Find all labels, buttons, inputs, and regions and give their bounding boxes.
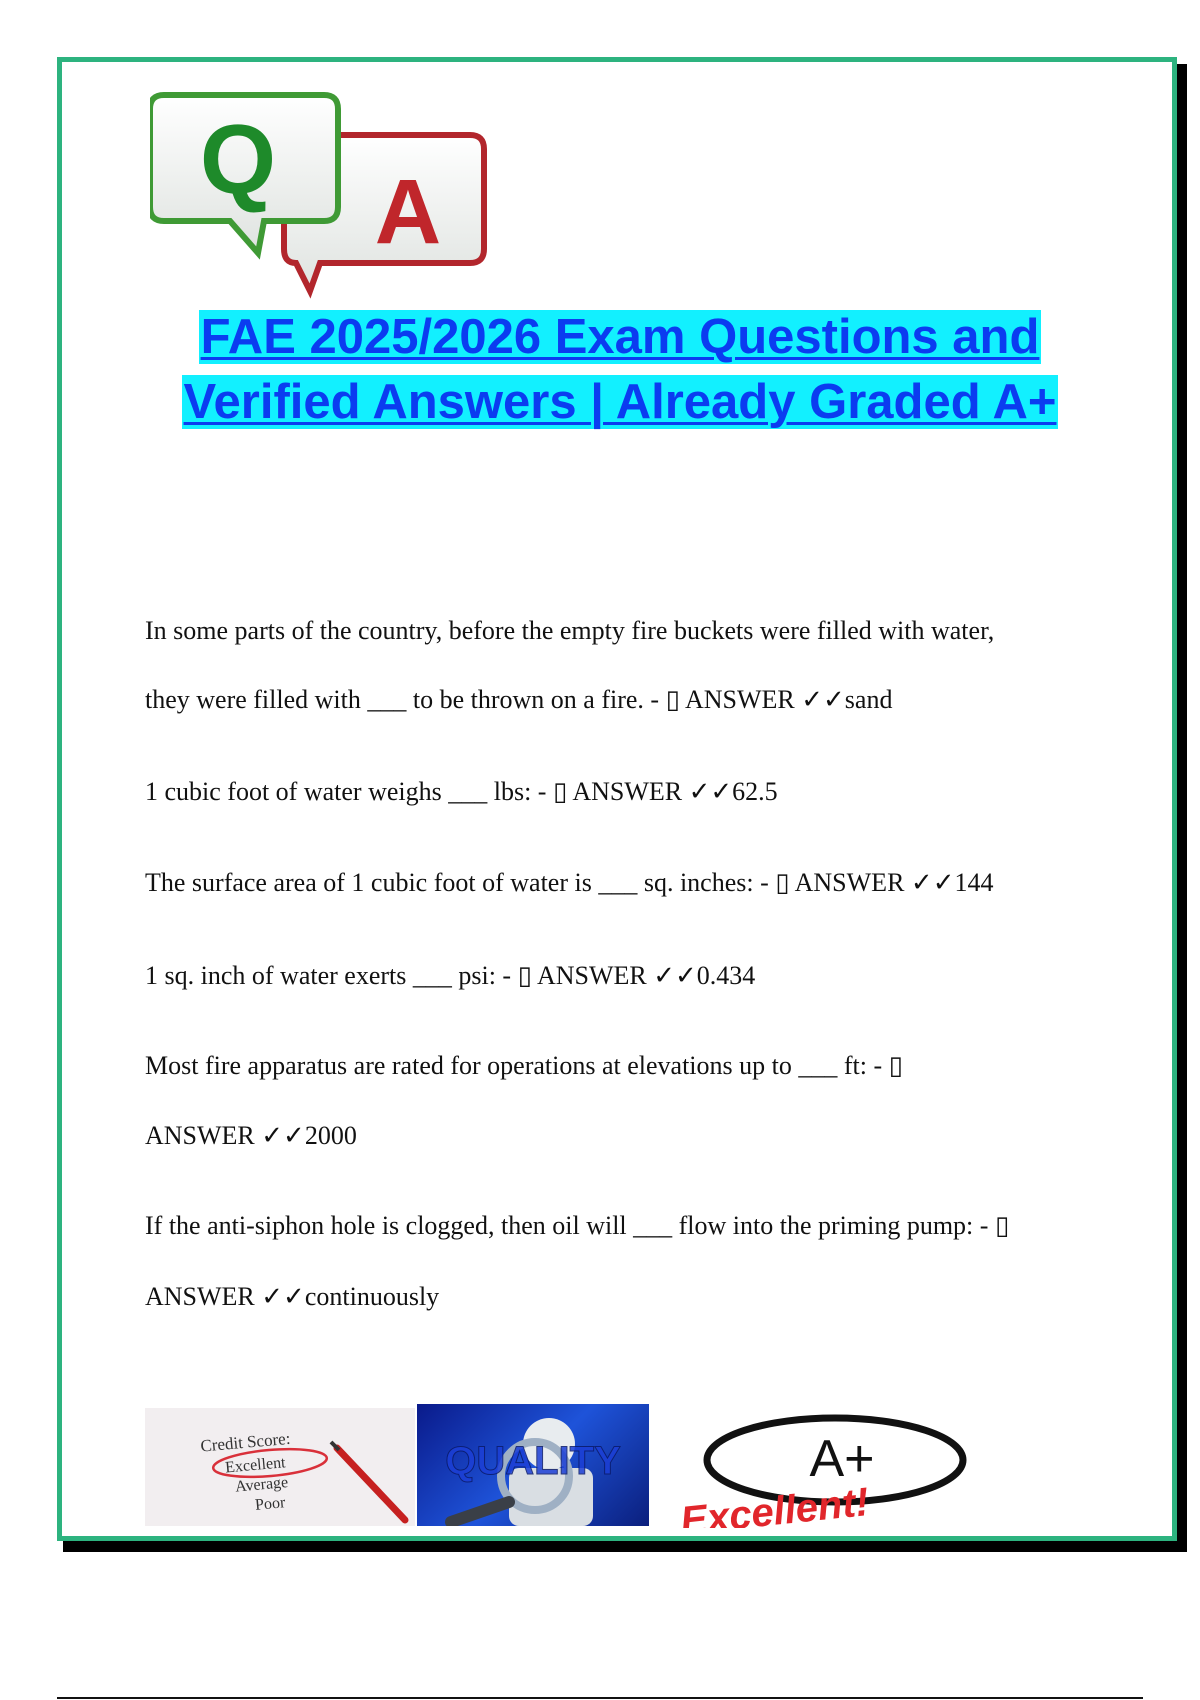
title-line-2: Verified Answers | Already Graded A+ — [183, 375, 1057, 429]
quality-image — [417, 1404, 649, 1526]
qa-6-line-2: ANSWER ✓✓continuously — [145, 1282, 440, 1311]
qa-4-line-1: 1 sq. inch of water exerts ___ psi: - ▯ ANSWER ✓✓0.434 — [145, 961, 756, 990]
qa-5-line-1: Most fire apparatus are rated for operations at elevations up to ___ ft: - ▯ — [145, 1051, 903, 1080]
qa-3-line-1: The surface area of 1 cubic foot of water is ___ sq. inches: - ▯ ANSWER ✓✓144 — [145, 868, 994, 897]
credit-score-image — [145, 1408, 415, 1526]
title-line-1: FAE 2025/2026 Exam Questions and — [200, 310, 1040, 364]
qa-1-line-1: In some parts of the country, before the empty fire buckets were filled with water, — [145, 616, 995, 645]
qa-5-line-2: ANSWER ✓✓2000 — [145, 1121, 357, 1150]
a-letter: A — [374, 161, 442, 263]
grade-label: A+ — [809, 1430, 875, 1488]
footer-divider — [57, 1697, 1143, 1699]
qa-logo — [150, 85, 540, 310]
credit-score-title: Credit Score: — [199, 1428, 292, 1456]
document-title — [100, 305, 1140, 435]
excellent-grade-image — [670, 1398, 1030, 1528]
credit-opt-average: Average — [234, 1474, 289, 1496]
credit-opt-excellent: Excellent — [224, 1454, 287, 1477]
badge-strip — [145, 1408, 1025, 1528]
q-letter: Q — [199, 104, 277, 214]
qa-1-line-2: they were filled with ___ to be thrown on a fire. - ▯ ANSWER ✓✓sand — [145, 685, 893, 714]
qa-6-line-1: If the anti-siphon hole is clogged, then oil will ___ flow into the priming pump: - ▯ — [145, 1211, 1010, 1240]
credit-opt-poor: Poor — [254, 1494, 287, 1514]
qa-2-line-1: 1 cubic foot of water weighs ___ lbs: - ▯ ANSWER ✓✓62.5 — [145, 777, 778, 806]
quality-label: QUALITY — [445, 1439, 621, 1483]
excellent-label: Excellent! — [678, 1480, 871, 1528]
